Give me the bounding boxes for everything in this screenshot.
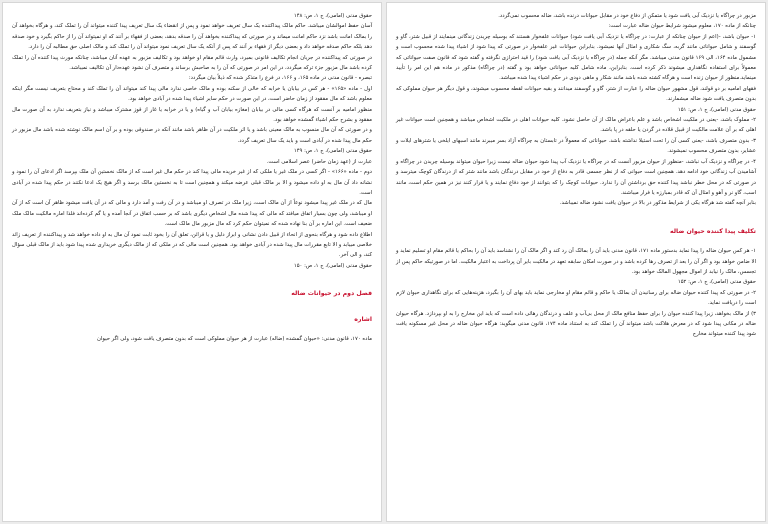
page-reference: حقوق مدنی (امامی)، ج ۱، ص: ۱۵۱ bbox=[677, 106, 756, 113]
paragraph: تبصره - قانون مدنی در ماده ۱۶۵، و ۱۶۶، در فرع را متذکر شده که ذیلاً بیان میگردد: bbox=[188, 75, 372, 82]
paragraph: ۲- مملوک باشد، -یعنی در ملکیت اشخاص باشد و علم باعراض مالک از آن حاصل نشود. کلیه حیوانات اهلی در ملکیت اشخاص میباشد و همچنین است حیوانات غیر اهلی که بر آن علامت مالکیت از قبیل قلاده در گردن یا حلقه در پا باشد. bbox=[396, 117, 756, 134]
paragraph: مال که در ملک غیر پیدا میشود نوعاً از آن مالک است، زیرا ملک در تصرف او میباشد و در آن رفت و آمد دارد و مالی که در آن یافت میشود ظاهر آن است که از آن او میباشد، ولی چون بسیار اتفاق میافتد که مالی که پیدا شده مال اشخاص دیگری باشد که بر حسب اتفاق در آنجا آمده و یا گم کرده‌اند فلذا اماره مالکیت مالک ملک ضعیف است. این اماره بر آن بنا نهاده شده که نمیتوان حکم کرد که مال مزبور مال مالک است. bbox=[12, 200, 372, 228]
paragraph: فقهای امامیه بر دو قولند، قول مشهور حیوان ضاله را عبارت از شتر، گاو و گوسفند میدانند و بقیه حیوانات لقطه محسوب میشوند، و قول دیگر هر حیوان مملوکی که بدون متصرف یافت شود ضاله میشمارند. bbox=[396, 85, 756, 103]
paragraph: اطلاع داده شود و هرگاه بنحوی از انحاء از قبیل دادن نشانی و ابراز دلیل و یا قرائن، تعلق آن را بخود ثابت نمود آن مال به او داده خواهد شد و پیداکننده از تعریف زائد خلاصی مییابد و الا تابع مقررات مال پیدا شده در آبادی خواهد بود. همچنین است مالی که در ملکی که از مالک دیگری خریداری شده پیدا شود باید از مالک قبلی سؤال کند، و الی آخر. bbox=[12, 231, 372, 259]
paragraph: عبارت از (عهد زمان حاضر) عصر اسلامی است. bbox=[266, 158, 372, 165]
paragraph: ۱- حیوان باشد، -(اعم از حیوان چنانکه از عبارت: در چراگاه یا نزدیک آبی یافت شود) حیوانات علفخوار هستند که بوسیله چریدن زندگانی مینمایند از قبیل شتر، گاو و گوسفند و شامل حیواناتی مانند گربه، سگ شکاری و امثال آنها نمیشود. بنابراین حیوانات غیر علفخوار در صورتی که پیدا شود از اشیاء پیدا شده محسوب است و مشمول ماده ۱۶۴، الی ۱۶۹ قانون مدنی میباشد. مگر آنکه جمله (در چراگاه یا نزدیک آبی یافت شود) را قید احترازی نگرفته و گفته شود که قانون صفت حیواناتی که معمولاً برای استفاده نگاهداری میشوند ذکر کرده است. بنابراین، ماده شامل کلیه حیواناتی خواهد بود و گفته (در چراگاه) مذکور در ماده هم این امر را تأیید مینماید.منظور از حیوان زنده است و هرگاه کشته شده باشد مانند شکار و ماهی دودی در حکم اشیاء پیدا شده میباشد. bbox=[396, 33, 756, 82]
right-page bbox=[386, 2, 766, 522]
paragraph: در صورتی که پیداکننده در جریان انجام تکالیف قانونی بمیرد، وارث قائم مقام او خواهد بود و تکالیف مزبور به عهده آنان میباشد، چنانکه مورث پیدا کننده آن را تملک کرده باشد مال مزبور جزء ترکه میگردد، در این امر در صورتی که آن را به صاحبش برساند و متصرف آن نشود عهده‌دار آن تکالیف نمیباشد. bbox=[12, 54, 372, 72]
left-page bbox=[2, 2, 382, 522]
page-reference: حقوق مدنی (امامی)، ج ۱، ص: ۱۵۰ bbox=[293, 262, 372, 269]
paragraph: بنابر آنچه گفته شد هرگاه یکی از شرایط مذکور در بالا در حیوان یافت نشود ضاله نمیباشد. bbox=[559, 200, 756, 207]
paragraph: حقوق مدنی (امامی)، ج ۱، ص: ۱۴۸ bbox=[293, 13, 372, 19]
page-reference: حقوق مدنی (امامی)، ج ۱، ص: ۱۴۹ bbox=[293, 148, 372, 155]
paragraph: و در صورتی که آن مال منسوب به مالک معینی باشد و یا اثر ملکیت در آن ظاهر باشد مانند آنکه در صندوقی بوده و بر آن اسم مالک نوشته شده باشد مال مزبور در حکم مال پیدا شده در آبادی است و باید یک سال تعریف گردد. bbox=[12, 127, 372, 144]
paragraph: ۲- در صورتی که پیدا کننده حیوان ضاله برای رسانیدن آن بمالک یا حاکم و قائم مقام او مخارجی نماید باید بهای آن را بگیرد، هزینه‌هایی که برای نگاهداری حیوان لازم است را دریافت نماید. bbox=[396, 289, 756, 307]
paragraph: ماده ۱۷۰، قانون مدنی: «حیوان گمشده (ضاله) عبارت از هر حیوان مملوکی است که بدون متصرف یافت شود، ولی اگر حیوان bbox=[97, 335, 372, 342]
paragraph: چنانکه از ماده ۱۷۰، معلوم میشود شرایط حیوان ضاله عبارت است: bbox=[608, 23, 756, 30]
paragraph: آسان حفظ اموالشان میباشد. حاکم مالک پیداکننده یک سال تعریف خواهد نمود و پس از انقضاء یک سال تعریف پیدا کننده میتواند آن را تملک کند، و هرگاه بخواهد آن را بمالک امانت باشد نزد حاکم امانت میماند و در صورتی که پیداکننده بخواهد آن را صدقه بدهد، بعضی از فقهاء بر آنند که او نمیتواند آن را از حاکم بگیرد و خود صدقه دهد بلکه حاکم صدقه خواهد داد و بعضی دیگر از فقهاء بر آنند که پس از آنکه یک سال تعریف نمود میتواند آن را تملک کند و مالک اصلی حق مطالبه آن را دارد. bbox=[12, 23, 372, 51]
paragraph: ۳) از مالک بخواهد، زیرا پیدا کننده حیوان را برای حفظ منافع مالک از محل بی‌آب و علف و درندگان رهائی داده است که باید این مخارج را به او بپردازد. هرگاه حیوان ضاله در مکانی پیدا شود که در معرض هلاکت باشد میتواند آن را تملک کند به استناد ماده ۱۷۴، قانون مدنی میگوید: هرگاه حیوان ضاله در محل غیر مسکونه یافت شود پیدا کننده میتواند مخارج bbox=[396, 310, 756, 338]
page-reference: حقوق مدنی (امامی)، ج ۱، ص: ۱۵۲ bbox=[677, 279, 756, 286]
paragraph: مزبور در چراگاه یا نزدیک آبی یافت شود یا متمکن از دفاع خود در مقابل حیوانات درنده باشد، ضاله محسوب نمی‌گردد. bbox=[498, 13, 756, 19]
paragraph: دوم - ماده «۱۶۶» - اگر کسی در ملک غیر یا ملکی که از غیر خریده مالی پیدا کند در حکم مال غیر است که از مالک نخستین آن ملک بپرسد اگر ادعای آن را نمود و نشانه داد آن مال به او داده میشود و الا بر مالک قبلی عرضه میکند و همچنین است تا به نخستین مالک برسد و اگر هیچ یک ادعا نکنند در حکم پیدا شده در آبادی است. bbox=[12, 169, 372, 196]
section-title: تکلیف پیدا کننده حیوان ضاله bbox=[669, 227, 756, 235]
paragraph: ۴- در چراگاه و نزدیک آب نباشد، -منظور از حیوان مزبور آنست که در چراگاه یا نزدیک آب پیدا شود حیوان ضاله نیست زیرا حیوان میتواند بوسیله چریدن در چراگاه و آشامیدن آب زندگانی خود ادامه دهد. همچنین است حیوانی که از نظر جسمی قادر به دفاع از خود در مقابل درندگان باشد مانند شتر که از درندگان کوچک میترسد و در صورتی که در محل خطر نباشد پیدا کننده حق برداشتن آن را ندارد. حیوانات کوچک را که بتوانند از خود دفاع نمایند و یا فرار کنند نیز در همین حکم است، مانند اسب، گاو نر و آهو و امثال آن که قادر بمبارزه یا فرار میباشند. bbox=[396, 158, 756, 196]
paragraph: ۳- بدون متصرف باشد، -یعنی کسی آن را تحت استیلا نداشته باشد. حیواناتی که معمولاً در تابستان به چراگاه آزاد بسر میبرند مانند اسبهای ایلخی یا شترهای ایلات و عشایر، بدون متصرف محسوب نمیشوند. bbox=[396, 137, 756, 155]
paragraph: اول - ماده «۱۶۵» - هر کس در بیابان یا خرابه که خالی از سکنه بوده و مالک خاصی ندارد مالی پیدا کند میتواند آن را تملک کند و محتاج بتعریف نیست مگر اینکه معلوم باشد که مال مفقود از زمان حاضر است، در این صورت در حکم سایر اشیاء پیدا شده در آبادی خواهد بود. bbox=[12, 85, 372, 103]
subsection-title: اشاره bbox=[354, 315, 372, 323]
paragraph: منظور امامیه بر آنست که هرگاه کسی مالی در بیابان (مغازه بیابان آب و گیاه) و یا در خرابه یا غار از قوز مشترک میباشد و نیاز بتعریف ندارد به آن صورت مال مفقود و بشرح حکم اشیاء گمشده خواهد بود. bbox=[12, 106, 372, 124]
paragraph: ۱- هر کس حیوان ضاله را پیدا نماید بدستور ماده ۱۷۱، قانون مدنی باید آن را بمالک آن رد کند و اگر مالک آن را نشناسد باید آن را بحاکم یا قائم مقام او تسلیم نماید و الا ضامن خواهد بود و اگر آن را بعد از تصرف رها کرده باشد و در صورت امکان سابقه تعهد در مالکیت بایر آن پرداخت به اعتبار مالکیت. اما در صورتیکه حاکم پس از تجسس، مالک را نیابد از اموال مجهول المالک خواهد بود. bbox=[396, 248, 756, 275]
section-title: فصل دوم در حیوانات ضاله bbox=[291, 290, 372, 298]
